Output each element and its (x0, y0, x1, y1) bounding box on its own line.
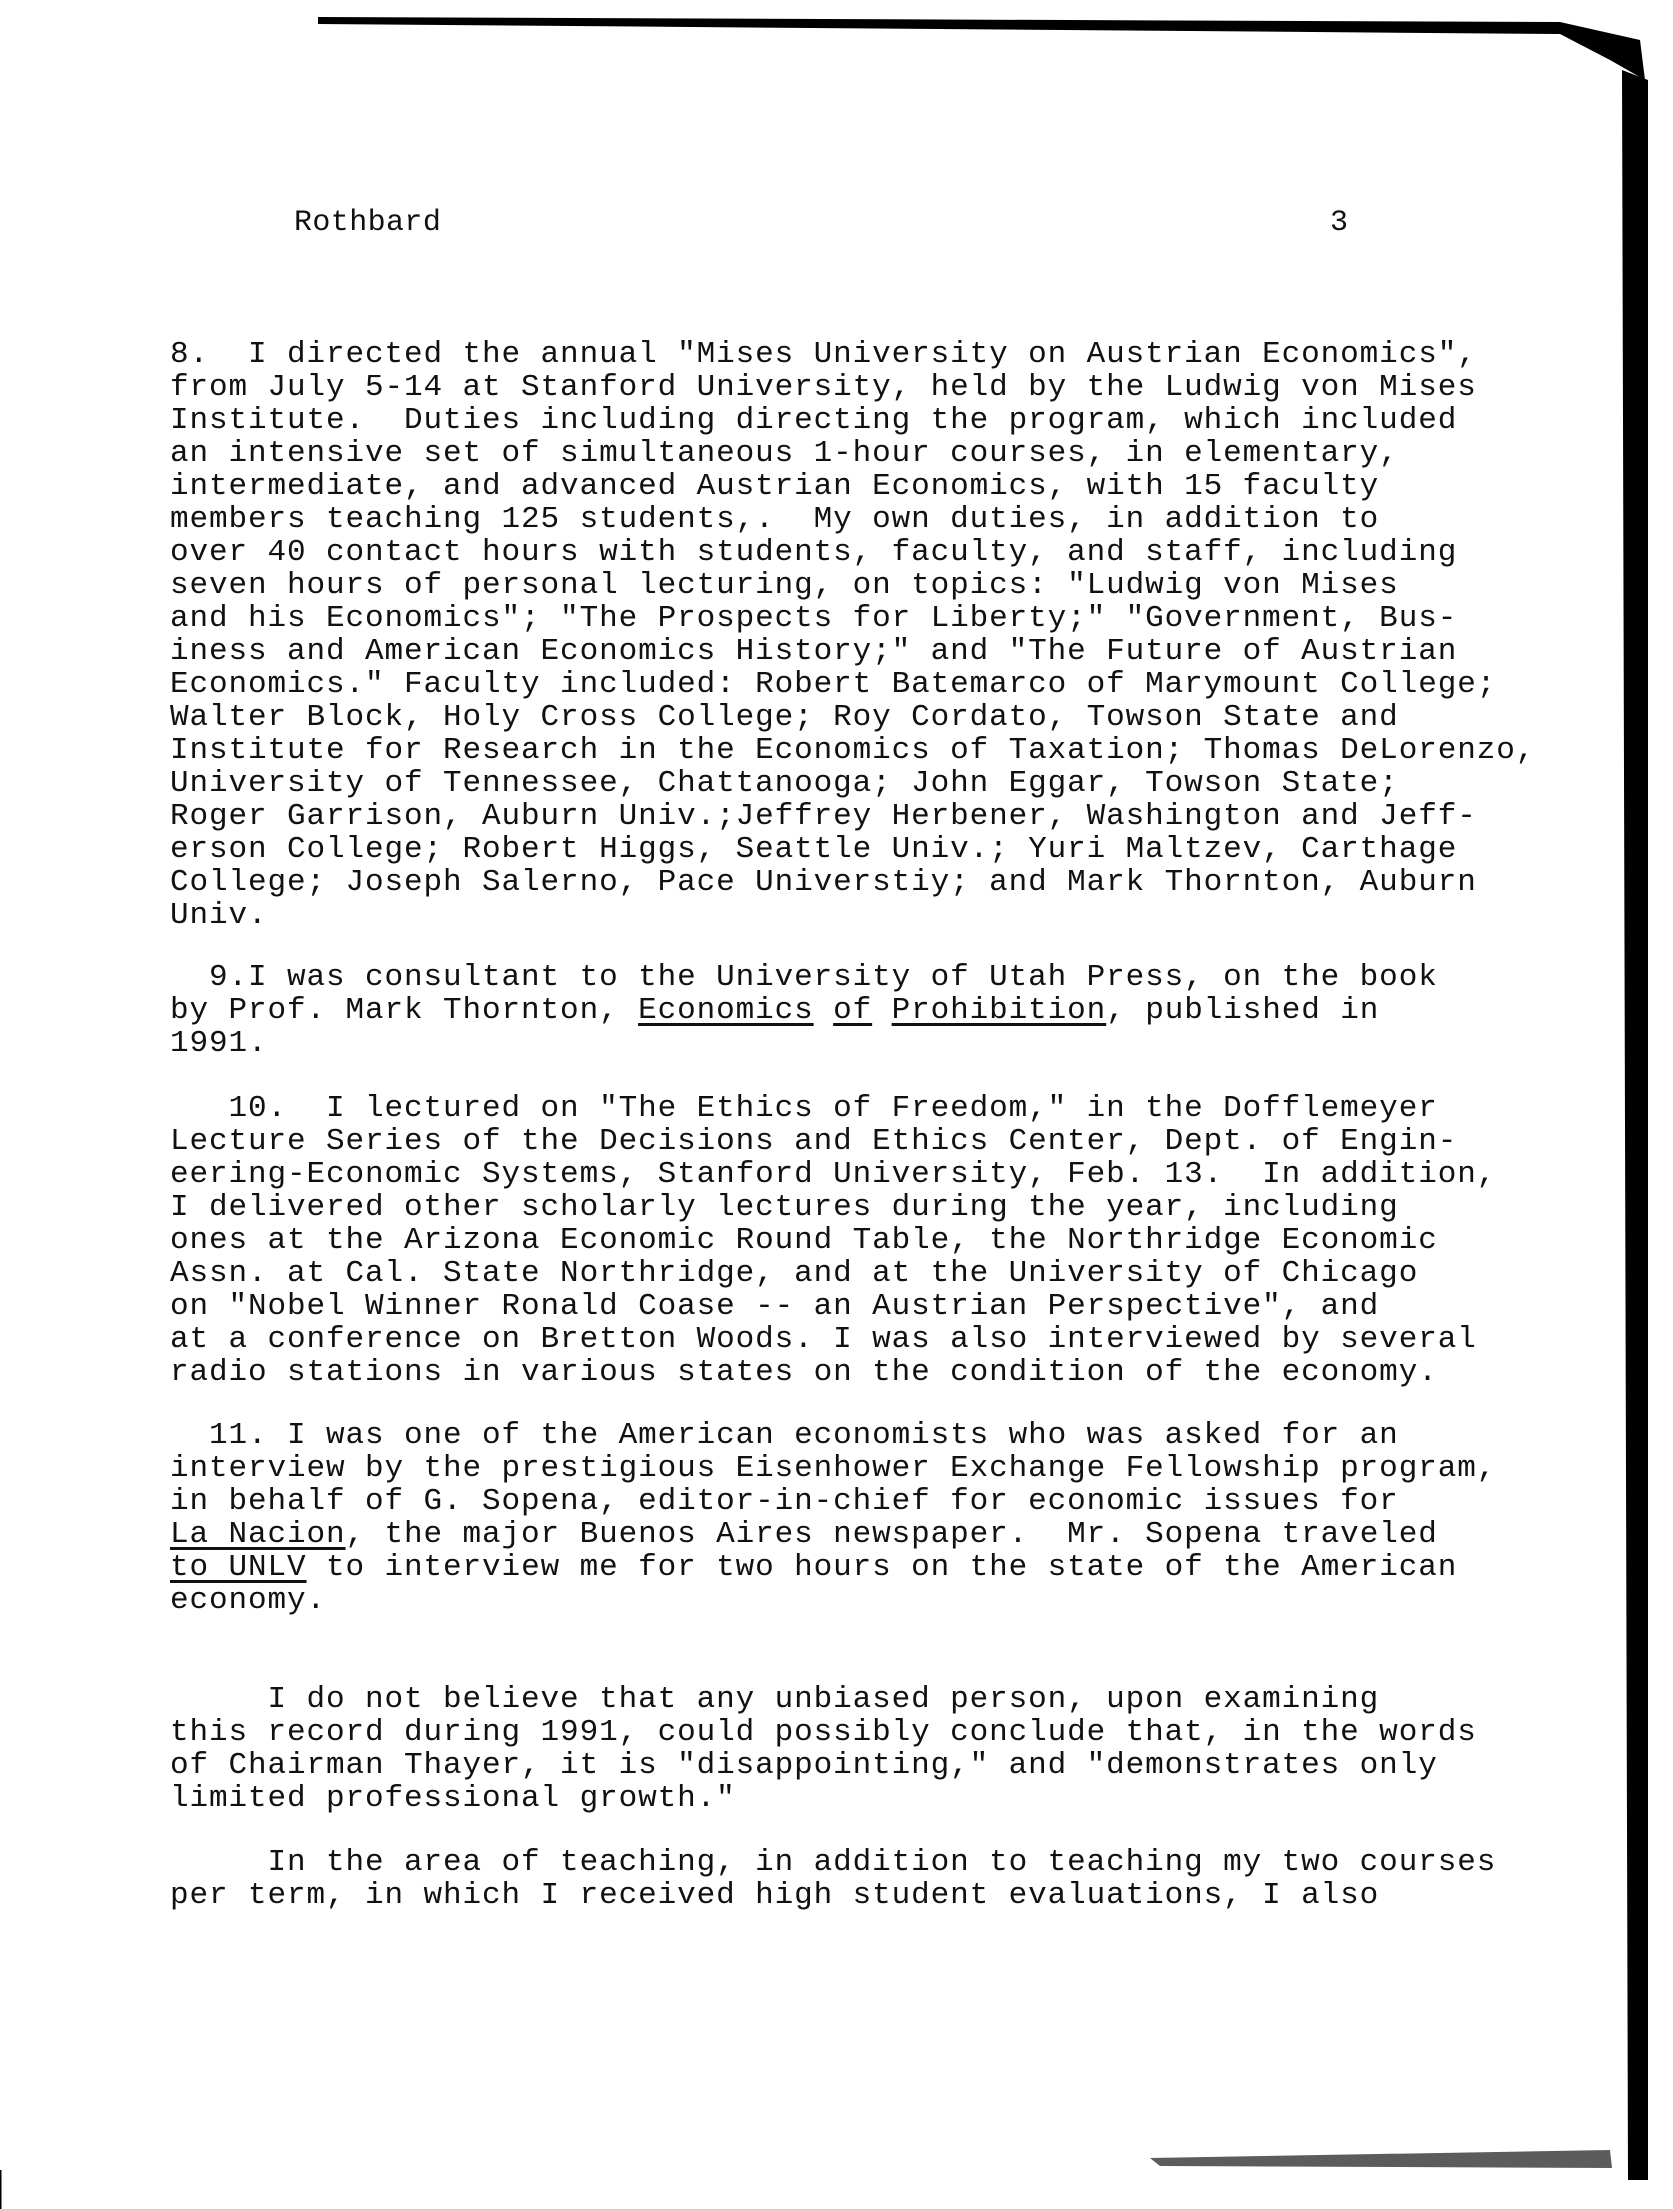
header-author: Rothbard (294, 206, 442, 240)
top-edge-shadow (318, 17, 1645, 80)
underlined-title: La Nacion (170, 1517, 346, 1552)
text-segment: , the major Buenos Aires newspaper. Mr. Sopena traveled (345, 1517, 1438, 1552)
text-line (170, 994, 1438, 1027)
text-line: University of Tennessee, Chattanooga; John Eggar, Towson State; (170, 766, 1399, 801)
text-line: 8. I directed the annual "Mises University on Austrian Economics", (170, 337, 1477, 372)
page-number: 3 (1330, 206, 1349, 240)
text-line: I delivered other scholarly lectures during the year, including (170, 1190, 1399, 1225)
text-line: 11. I was one of the American economists who was asked for an (170, 1418, 1399, 1453)
paragraph-item-10 (170, 1092, 1496, 1389)
paragraph-item-11 (170, 1419, 1496, 1617)
paragraph-teaching (170, 1846, 1496, 1912)
text-line: In the area of teaching, in addition to teaching my two courses (170, 1845, 1497, 1880)
text-line: of Chairman Thayer, it is "disappointing," and "demonstrates only (170, 1748, 1438, 1783)
text-segment: , published in (1106, 993, 1380, 1028)
bottom-edge-smudge (1150, 2150, 1612, 2168)
text-line: this record during 1991, could possibly conclude that, in the words (170, 1715, 1477, 1750)
underlined-title: Economics (638, 993, 814, 1028)
underlined-title: Prohibition (891, 993, 1107, 1028)
text-line: Univ. (170, 898, 268, 933)
text-line: limited professional growth." (170, 1781, 736, 1816)
text-line: eering-Economic Systems, Stanford University, Feb. 13. In addition, (170, 1157, 1497, 1192)
text-line: Institute. Duties including directing the program, which included (170, 403, 1458, 438)
text-line: an intensive set of simultaneous 1-hour courses, in elementary, (170, 436, 1399, 471)
paragraph-conclusion (170, 1683, 1477, 1815)
text-line (170, 1518, 1496, 1551)
text-line: over 40 contact hours with students, faculty, and staff, including (170, 535, 1458, 570)
text-line: economy. (170, 1583, 327, 1618)
text-line: iness and American Economics History;" and "The Future of Austrian (170, 634, 1458, 669)
text-line: Roger Garrison, Auburn Univ.;Jeffrey Herbener, Washington and Jeff- (170, 799, 1477, 834)
text-line: Lecture Series of the Decisions and Ethics Center, Dept. of Engin- (170, 1124, 1458, 1159)
text-line: in behalf of G. Sopena, editor-in-chief for economic issues for (170, 1484, 1399, 1519)
right-edge-shadow (1622, 70, 1648, 2180)
paragraph-item-9 (170, 961, 1438, 1060)
text-line: from July 5-14 at Stanford University, held by the Ludwig von Mises (170, 370, 1477, 405)
paragraph-item-8 (170, 338, 1535, 932)
text-line: erson College; Robert Higgs, Seattle Univ.; Yuri Maltzev, Carthage (170, 832, 1458, 867)
text-line: 10. I lectured on "The Ethics of Freedom," in the Dofflemeyer (170, 1091, 1438, 1126)
text-line: Assn. at Cal. State Northridge, and at the University of Chicago (170, 1256, 1419, 1291)
text-line: Institute for Research in the Economics of Taxation; Thomas DeLorenzo, (170, 733, 1536, 768)
underlined-title: to UNLV (170, 1550, 307, 1585)
text-line: radio stations in various states on the condition of the economy. (170, 1355, 1438, 1390)
text-segment (814, 993, 834, 1028)
text-line: seven hours of personal lecturing, on topics: "Ludwig von Mises (170, 568, 1399, 603)
text-line: interview by the prestigious Eisenhower Exchange Fellowship program, (170, 1451, 1497, 1486)
text-line: College; Joseph Salerno, Pace Universtiy; and Mark Thornton, Auburn (170, 865, 1477, 900)
text-line: 9.I was consultant to the University of Utah Press, on the book (170, 960, 1438, 995)
text-line: Economics." Faculty included: Robert Batemarco of Marymount College; (170, 667, 1497, 702)
text-line: 1991. (170, 1026, 268, 1061)
text-line (170, 1551, 1496, 1584)
underlined-title: of (833, 993, 873, 1028)
text-line: members teaching 125 students,. My own duties, in addition to (170, 502, 1380, 537)
text-segment: to interview me for two hours on the state of the American (306, 1550, 1458, 1585)
text-segment: by Prof. Mark Thornton, (170, 993, 639, 1028)
text-line: at a conference on Bretton Woods. I was also interviewed by several (170, 1322, 1477, 1357)
text-line: intermediate, and advanced Austrian Economics, with 15 faculty (170, 469, 1380, 504)
text-segment (872, 993, 892, 1028)
text-line: on "Nobel Winner Ronald Coase -- an Austrian Perspective", and (170, 1289, 1380, 1324)
text-line: Walter Block, Holy Cross College; Roy Cordato, Towson State and (170, 700, 1399, 735)
text-line: ones at the Arizona Economic Round Table, the Northridge Economic (170, 1223, 1438, 1258)
text-line: I do not believe that any unbiased person, upon examining (170, 1682, 1380, 1717)
text-line: and his Economics"; "The Prospects for Liberty;" "Government, Bus- (170, 601, 1458, 636)
text-line: per term, in which I received high student evaluations, I also (170, 1878, 1380, 1913)
